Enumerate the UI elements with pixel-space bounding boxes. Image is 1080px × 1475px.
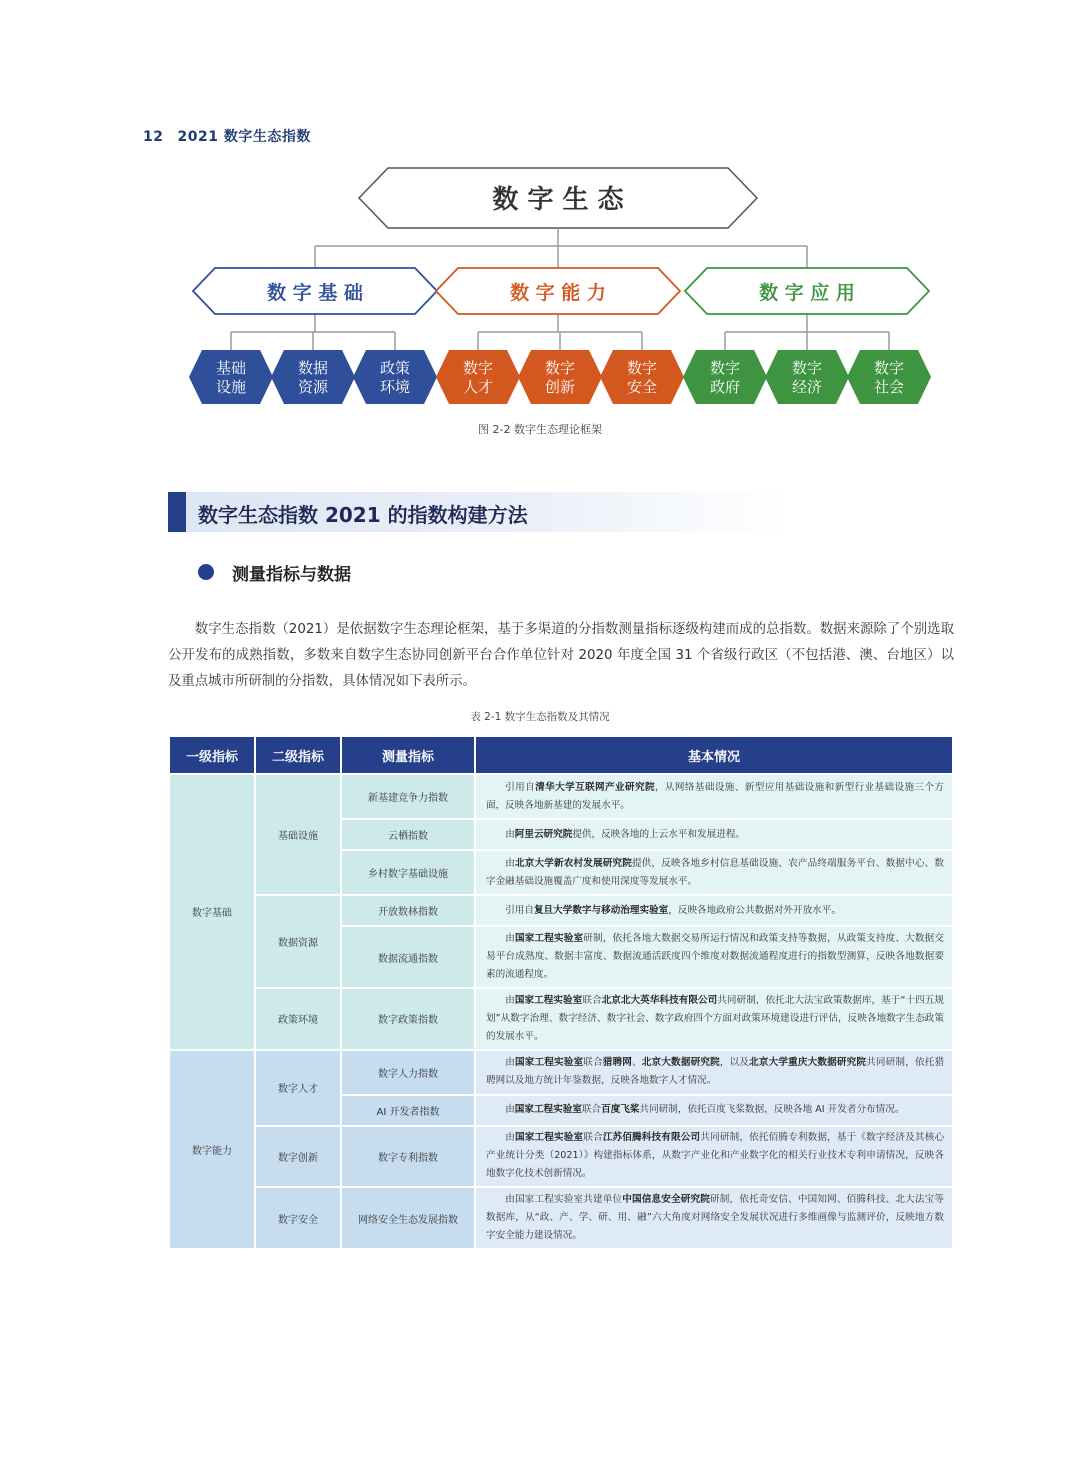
description-cell: 由北京大学新农村发展研究院提供，反映各地乡村信息基础设施、农产品终端服务平台、数据中心、数字金融基础设施覆盖广度和使用深度等发展水平。 bbox=[475, 850, 953, 895]
indicator-cell: 新基建竞争力指数 bbox=[341, 774, 475, 819]
leaf-label-line1: 基础 bbox=[215, 359, 247, 377]
header-measure: 测量指标 bbox=[341, 736, 475, 774]
header-description: 基本情况 bbox=[475, 736, 953, 774]
leaf-label-line1: 数字 bbox=[626, 359, 658, 377]
indicator-table bbox=[168, 735, 954, 1250]
indicator-cell: 数据流通指数 bbox=[341, 926, 475, 988]
leaf-label-line2: 经济 bbox=[791, 378, 823, 396]
body-paragraph: 数字生态指数（2021）是依据数字生态理论框架，基于多渠道的分指数测量指标逐级构建而成的总指数。数据来源除了个别选取公开发布的成熟指数，多数来自数字生态协同创新平台合作单位针对 2020 年度全国 31 个省级行政区（不包括港、澳、台地区）以及重点城市所研制的分指数，具体情况如下表所示。 bbox=[168, 622, 954, 690]
leaf-label-line2: 政府 bbox=[709, 378, 741, 396]
level2-cell: 政策环境 bbox=[255, 988, 341, 1050]
bullet-dot-icon bbox=[198, 564, 214, 580]
level2-cell: 数字创新 bbox=[255, 1126, 341, 1188]
leaf-group bbox=[189, 350, 931, 404]
indicator-cell: 乡村数字基础设施 bbox=[341, 850, 475, 895]
indicator-cell: 网络安全生态发展指数 bbox=[341, 1187, 475, 1249]
level2-cell: 数字安全 bbox=[255, 1187, 341, 1249]
framework-diagram bbox=[0, 160, 1080, 410]
section-title: 数字生态指数 2021 的指数构建方法 bbox=[198, 503, 528, 527]
section-heading bbox=[168, 492, 788, 532]
leaf-label-line1: 数字 bbox=[709, 359, 741, 377]
description-cell: 由国家工程实验室联合百度飞桨共同研制，依托百度飞桨数据，反映各地 AI 开发者分布情况。 bbox=[475, 1095, 953, 1126]
leaf-label-line2: 安全 bbox=[626, 378, 658, 396]
indicator-cell: 数字专利指数 bbox=[341, 1126, 475, 1188]
pillar-label: 数 字 能 力 bbox=[510, 282, 606, 304]
description-cell: 引用自复旦大学数字与移动治理实验室，反映各地政府公共数据对外开放水平。 bbox=[475, 895, 953, 926]
table-row bbox=[169, 895, 953, 926]
header-level1: 一级指标 bbox=[169, 736, 255, 774]
header-level2: 二级指标 bbox=[255, 736, 341, 774]
leaf-label-line2: 环境 bbox=[379, 378, 411, 396]
subsection-title: 测量指标与数据 bbox=[232, 565, 351, 585]
leaf-label-line1: 数字 bbox=[462, 359, 494, 377]
level1-cell: 数字基础 bbox=[169, 774, 255, 1050]
description-cell: 由国家工程实验室研制，依托各地大数据交易所运行情况和政策支持等数据，从政策支持度、大数据交易平台成熟度、数据丰富度、数据流通活跃度四个维度对数据流通程度进行的指数型测算，反映各地数据要素的流通程度。 bbox=[475, 926, 953, 988]
description-cell: 由国家工程实验室联合北京北大英华科技有限公司共同研制，依托北大法宝政策数据库，基于“十四五规划”从数字治理、数字经济、数字社会、数字政府四个方面对政策环境建设进行评估，反映各地数字生态政策的发展水平。 bbox=[475, 988, 953, 1050]
description-cell: 由国家工程实验室联合江苏佰腾科技有限公司共同研制，依托佰腾专利数据，基于《数字经济及其核心产业统计分类（2021）》构建指标体系，从数字产业化和产业数字化的相关行业技术专利申请情况，反映各地数字化技术创新情况。 bbox=[475, 1126, 953, 1188]
indicator-cell: 数字政策指数 bbox=[341, 988, 475, 1050]
description-cell: 由阿里云研究院提供，反映各地的上云水平和发展进程。 bbox=[475, 819, 953, 850]
leaf-label-line2: 资源 bbox=[297, 378, 329, 396]
root-label: 数 字 生 态 bbox=[492, 185, 624, 215]
running-title: 2021 数字生态指数 bbox=[177, 129, 311, 145]
leaf-label-line1: 数据 bbox=[297, 359, 329, 377]
description-cell: 引用自清华大学互联网产业研究院，从网络基础设施、新型应用基础设施和新型行业基础设施三个方面，反映各地新基建的发展水平。 bbox=[475, 774, 953, 819]
table-row bbox=[169, 774, 953, 819]
section-heading-bar bbox=[168, 492, 186, 532]
table-row bbox=[169, 1187, 953, 1249]
description-cell: 由国家工程实验室共建单位中国信息安全研究院研制，依托奇安信、中国知网、佰腾科技、北大法宝等数据库，从“政、产、学、研、用、融”六大角度对网络安全发展状况进行多维画像与监测评价，反映地方数字安全能力建设情况。 bbox=[475, 1187, 953, 1249]
leaf-label-line1: 政策 bbox=[379, 359, 411, 377]
description-cell: 由国家工程实验室联合猎聘网、北京大数据研究院，以及北京大学重庆大数据研究院共同研制，依托猎聘网以及地方统计年鉴数据，反映各地数字人才情况。 bbox=[475, 1050, 953, 1095]
indicator-cell: 开放数林指数 bbox=[341, 895, 475, 926]
page-number: 12 bbox=[143, 129, 164, 145]
table-row bbox=[169, 1050, 953, 1095]
indicator-cell: 数字人力指数 bbox=[341, 1050, 475, 1095]
pillar-label: 数 字 应 用 bbox=[759, 282, 855, 304]
leaf-label-line2: 人才 bbox=[462, 378, 494, 396]
leaf-label-line2: 设施 bbox=[215, 378, 247, 396]
table-row bbox=[169, 988, 953, 1050]
leaf-label-line2: 创新 bbox=[544, 378, 576, 396]
running-header bbox=[143, 126, 311, 146]
figure-caption: 图 2-2 数字生态理论框架 bbox=[478, 423, 602, 436]
level1-cell: 数字能力 bbox=[169, 1050, 255, 1249]
pillar-label: 数 字 基 础 bbox=[267, 282, 363, 304]
table-caption: 表 2-1 数字生态指数及其情况 bbox=[470, 711, 610, 723]
pillar-group bbox=[193, 268, 929, 314]
table-row bbox=[169, 1126, 953, 1188]
leaf-label-line1: 数字 bbox=[544, 359, 576, 377]
table-header-row bbox=[169, 736, 953, 774]
level2-cell: 基础设施 bbox=[255, 774, 341, 895]
leaf-label-line1: 数字 bbox=[873, 359, 905, 377]
leaf-label-line2: 社会 bbox=[873, 378, 905, 396]
level2-cell: 数据资源 bbox=[255, 895, 341, 988]
indicator-cell: 云栖指数 bbox=[341, 819, 475, 850]
level2-cell: 数字人才 bbox=[255, 1050, 341, 1126]
leaf-label-line1: 数字 bbox=[791, 359, 823, 377]
indicator-cell: AI 开发者指数 bbox=[341, 1095, 475, 1126]
